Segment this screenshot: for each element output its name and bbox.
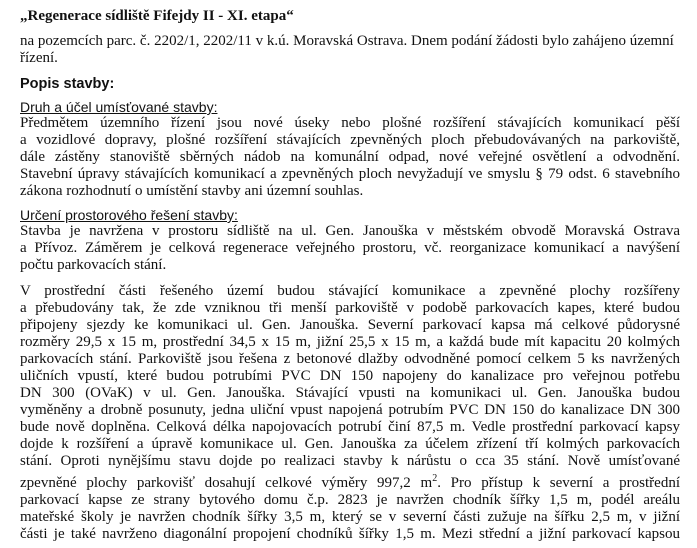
- subheading-druh: Druh a účel umísťované stavby:: [20, 99, 218, 115]
- main-paragraph: [20, 283, 680, 543]
- text-line: rozměry 29,5 x 15 m, prostřední 34,5 x 15 m, jižní 25,5 x 15 m, a každá bude mít kapacitu 20 kolmých: [20, 334, 680, 350]
- text-line: a přebudovány tak, že zde vzniknou tři menší parkoviště v podobě parkovacích kapes, které budou: [20, 300, 680, 316]
- superscript: 2: [432, 473, 438, 484]
- text-line: uličních vpustí, které budou potrubími PVC DN 150 napojeny do kanalizace pro veřejnou potřebu: [20, 368, 680, 384]
- text-line-with-superscript: [20, 470, 680, 492]
- text-line: dále zástěny stanoviště sběrných nádob na komunální odpad, nové veřejné osvětlení a odvodnění.: [20, 149, 680, 165]
- text-line: parkovací kapse ze strany bytového domu č.p. 2823 je navržen chodník šířky 1,5 m, podél areálu: [20, 492, 680, 508]
- subheading-urceni: Určení prostorového řešení stavby:: [20, 207, 238, 223]
- text-line: připojeny sjezdy ke komunikaci ul. Gen. Janouška. Severní parkovací kapsa má celkové půdorysné: [20, 317, 680, 333]
- text-line: parkovacích stání. Parkoviště jsou řešena z betonové dlažby odvodněné pomocí celkem 5 ks navržených: [20, 351, 680, 367]
- text-line: DN 300 (OVaK) v ul. Gen. Janouška. Stávající vpusti na komunikaci ul. Gen. Janouška budou: [20, 385, 680, 401]
- section-druh: [20, 99, 680, 200]
- text-line: bude nově doplněna. Celková délka napojovacích potrubí činí 87,5 m. Vedle prostřední parkovací kapsy: [20, 419, 680, 435]
- text-line: mateřské školy je navržen chodník šířky 3,5 m, který se v severní části zužuje na šířku 2,5 m, v jižní: [20, 509, 680, 525]
- text-line: a vozidlové dopravy, plošné rozšíření stávajících zpevněných ploch přebudovávaných na parkoviště,: [20, 132, 680, 148]
- section-heading: Popis stavby:: [20, 76, 115, 92]
- section-urceni: [20, 207, 680, 274]
- document-title: „Regenerace sídliště Fifejdy II - XI. etapa“: [20, 8, 294, 24]
- text-line: Stavební úpravy stávajících komunikací a zpevněných ploch nevyžadují ve smyslu § 79 odst. 6 stavebního: [20, 166, 680, 182]
- text-line: části je také navrženo diagonální propojení chodníků šířky 1,5 m. Mezi střední a jižní parkovací kapsou: [20, 526, 680, 542]
- text-line: Stavba je navržena v prostoru sídliště na ul. Gen. Janouška v městském obvodě Moravská Ostrava: [20, 223, 680, 239]
- text-line: V prostřední části řešeného území budou stávající komunikace a zpevněné plochy rozšířeny: [20, 283, 680, 299]
- text-line: vyměněny a drobně posunuty, jedna uliční vpust napojená potrubím PVC DN 150 do kanalizace DN 300: [20, 402, 680, 418]
- text-line: stání. Oproti nynějšímu stavu dojde po realizaci stavby k nárůstu o cca 35 stání. Nově umísťované: [20, 453, 680, 469]
- line-start: zpevněné plochy parkovišť dosahují celkové výměry 997,2 m: [20, 475, 433, 491]
- text-line: a Přívoz. Záměrem je celková regenerace veřejného prostoru, vč. reorganizace komunikací a navýšení: [20, 240, 680, 256]
- text-line: počtu parkovacích stání.: [20, 257, 167, 273]
- text-line: dojde k rozšíření a úpravě komunikace ul. Gen. Janouška za účelem zřízení tří kolmých parkovacích: [20, 436, 680, 452]
- text-line: zákona rozhodnutí o umístění stavby ani územní souhlas.: [20, 183, 364, 199]
- text-line: Předmětem územního řízení jsou nové úseky nebo plošné rozšíření stávajících komunikací pěší: [20, 115, 680, 131]
- line-end: . Pro přístup k severní a prostřední: [437, 475, 680, 491]
- intro-text: na pozemcích parc. č. 2202/1, 2202/11 v k.ú. Moravská Ostrava. Dnem podání žádosti bylo zahájeno územní řízení.: [20, 33, 674, 66]
